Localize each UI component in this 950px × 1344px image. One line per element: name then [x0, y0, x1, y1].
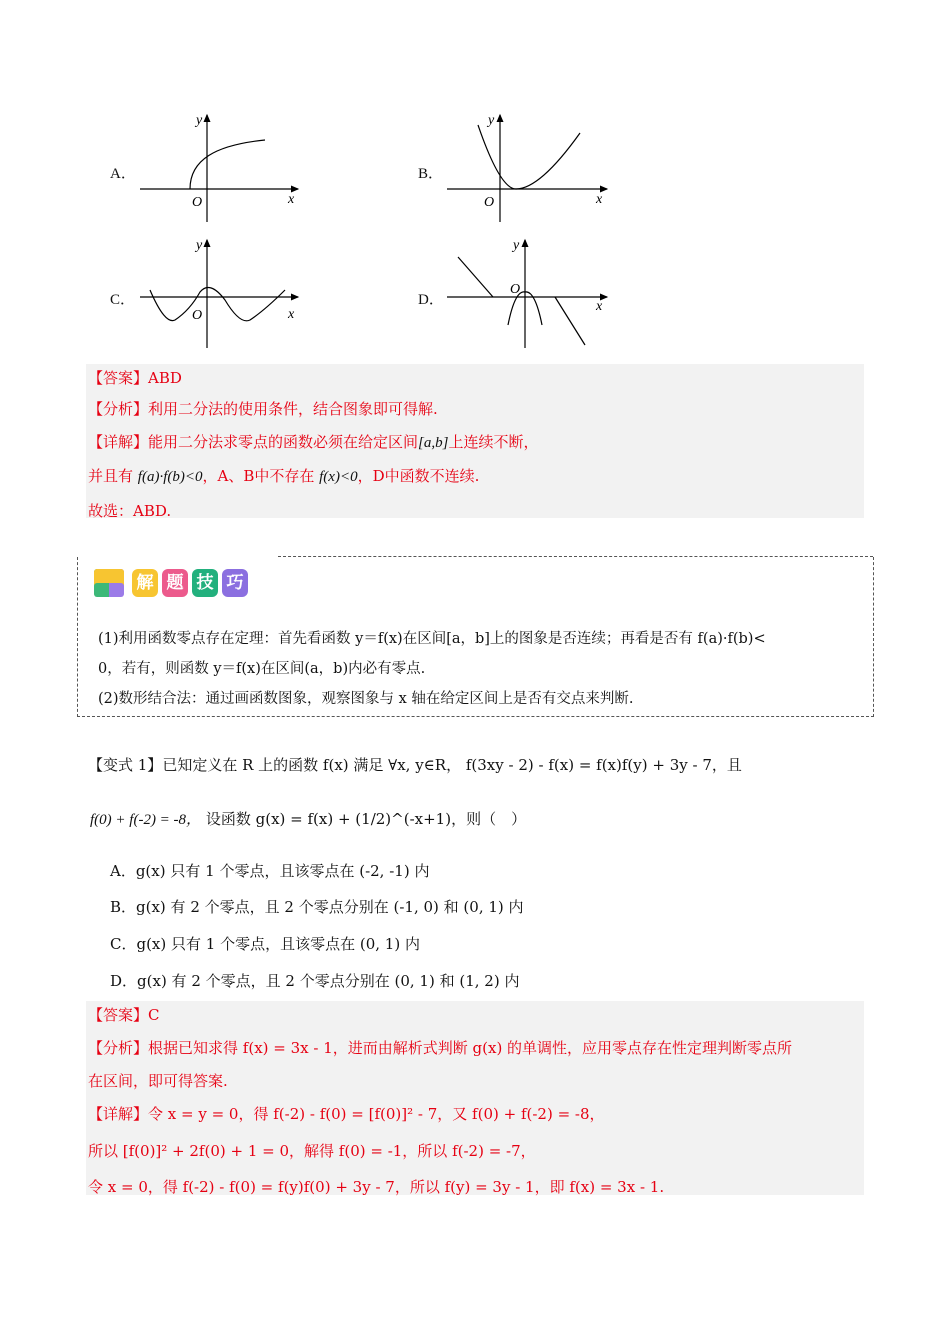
- tip-line-3: (2)数形结合法：通过画函数图象，观察图象与 x 轴在给定区间上是否有交点来判断.: [98, 691, 634, 707]
- option-a: A．g(x) 只有 1 个零点，且该零点在 (-2, -1) 内: [110, 862, 430, 880]
- svg-text:O: O: [192, 308, 203, 323]
- svg-text:y: y: [488, 113, 495, 128]
- svg-text:x: x: [288, 192, 295, 207]
- option-c-label: C．: [110, 292, 136, 308]
- variant-question-line-1: 【变式 1】已知定义在 R 上的函数 f(x) 满足 ∀x, y∈R， f(3xy - 2) - f(x) = f(x)f(y) + 3y - 7，且: [88, 756, 742, 774]
- tips-title-char: 巧: [222, 569, 248, 597]
- option-b: B．g(x) 有 2 个零点，且 2 个零点分别在 (-1, 0) 和 (0, 1) 内: [110, 898, 524, 916]
- answer-block-2: [86, 1001, 864, 1195]
- svg-text:O: O: [510, 282, 521, 297]
- analysis-line-2: 【分析】根据已知求得 f(x) = 3x - 1，进而由解析式判断 g(x) 的单调性，应用零点存在性定理判断零点所: [88, 1039, 793, 1057]
- detail-line-2-1: 【详解】令 x = y = 0，得 f(-2) - f(0) = [f(0)]² - 7，又 f(0) + f(-2) = -8，: [88, 1105, 605, 1123]
- option-d: D．g(x) 有 2 个零点，且 2 个零点分别在 (0, 1) 和 (1, 2) 内: [110, 972, 520, 990]
- analysis-line: 【分析】利用二分法的使用条件，结合图象即可得解.: [88, 400, 438, 418]
- graph-b: [447, 115, 607, 222]
- svg-text:y: y: [196, 113, 203, 128]
- graph-c: [140, 240, 298, 348]
- detail-line-2-3: 令 x = 0，得 f(-2) - f(0) = f(y)f(0) + 3y - 7，所以 f(y) = 3y - 1，即 f(x) = 3x - 1.: [88, 1178, 665, 1196]
- variant-question-line-2: f(0) + f(-2) = -8， 设函数 g(x) = f(x) + (1/2)^(-x+1)，则（ ）: [90, 810, 527, 828]
- svg-text:O: O: [484, 195, 495, 210]
- svg-text:x: x: [596, 299, 603, 314]
- answer-line: 【答案】ABD: [88, 369, 182, 387]
- tips-title-char: 解: [132, 569, 158, 597]
- svg-text:y: y: [513, 238, 520, 253]
- puzzle-icon: [94, 569, 124, 597]
- graph-d: [447, 240, 607, 348]
- option-c: C．g(x) 只有 1 个零点，且该零点在 (0, 1) 内: [110, 935, 420, 953]
- detail-line-2: 并且有 f(a)·f(b)<0，A、B中不存在 f(x)<0，D中函数不连续.: [88, 467, 480, 485]
- option-b-label: B．: [418, 166, 444, 182]
- tips-header: [94, 569, 252, 597]
- svg-text:x: x: [596, 192, 603, 207]
- answer-line-2: 【答案】C: [88, 1006, 160, 1024]
- detail-line-1: 【详解】能用二分法求零点的函数必须在给定区间[a,b]上连续不断，: [88, 433, 539, 451]
- svg-text:O: O: [192, 195, 203, 210]
- tips-title-char: 题: [162, 569, 188, 597]
- option-a-label: A．: [110, 166, 136, 182]
- tip-line-1: (1)利用函数零点存在定理：首先看函数 y＝f(x)在区间[a，b]上的图象是否连续；再看是否有 f(a)·f(b)<: [98, 631, 766, 647]
- tip-line-2: 0，若有，则函数 y＝f(x)在区间(a，b)内必有零点.: [98, 661, 426, 677]
- analysis-line-2b: 在区间，即可得答案.: [88, 1072, 228, 1090]
- detail-line-2-2: 所以 [f(0)]² + 2f(0) + 1 = 0，解得 f(0) = -1，所以 f(-2) = -7，: [88, 1142, 536, 1160]
- function-graphs: [0, 0, 950, 360]
- tips-box: [77, 557, 874, 717]
- tips-title-char: 技: [192, 569, 218, 597]
- option-d-label: D．: [418, 292, 444, 308]
- svg-text:x: x: [288, 307, 295, 322]
- conclusion-line: 故选：ABD.: [88, 502, 172, 520]
- svg-text:y: y: [196, 238, 203, 253]
- graph-a: [140, 115, 298, 222]
